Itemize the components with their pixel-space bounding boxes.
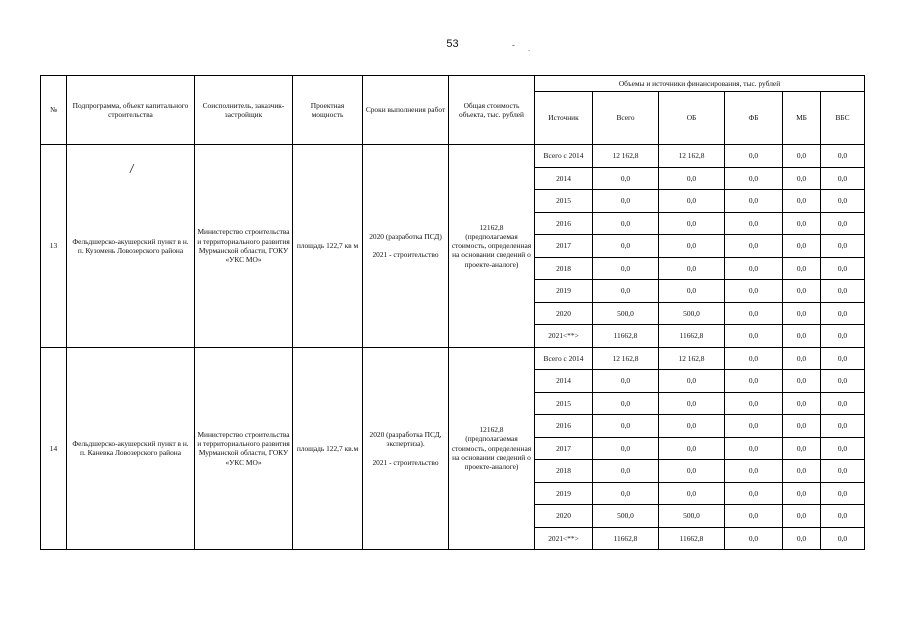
funding-vbs: 0,0 [821, 167, 865, 190]
funding-vbs: 0,0 [821, 370, 865, 393]
funding-source: 2015 [535, 392, 593, 415]
funding-fb: 0,0 [725, 527, 783, 550]
object-number: 14 [41, 347, 67, 550]
funding-vbs: 0,0 [821, 190, 865, 213]
cost-value: 12162,8 [479, 222, 504, 232]
funding-ob: 0,0 [659, 437, 725, 460]
header-funding: Объемы и источники финансирования, тыс. рублей [535, 76, 865, 92]
funding-fb: 0,0 [725, 235, 783, 258]
funding-fb: 0,0 [725, 325, 783, 348]
funding-mb: 0,0 [783, 527, 821, 550]
funding-ob: 12 162,8 [659, 347, 725, 370]
header-ob: ОБ [659, 92, 725, 145]
funding-source: Всего с 2014 [535, 347, 593, 370]
funding-mb: 0,0 [783, 212, 821, 235]
object-name: Фельдшерско-акушерский пункт в н. п. Каневка Ловозерского района [67, 347, 195, 550]
funding-fb: 0,0 [725, 302, 783, 325]
header-terms: Сроки выполнения работ [363, 76, 449, 145]
funding-vbs: 0,0 [821, 325, 865, 348]
header-fb: ФБ [725, 92, 783, 145]
funding-ob: 0,0 [659, 370, 725, 393]
funding-source: 2021<**> [535, 527, 593, 550]
funding-fb: 0,0 [725, 347, 783, 370]
funding-ob: 0,0 [659, 392, 725, 415]
funding-total: 0,0 [593, 190, 659, 213]
funding-vbs: 0,0 [821, 505, 865, 528]
funding-total: 0,0 [593, 370, 659, 393]
funding-total: 0,0 [593, 235, 659, 258]
funding-total: 0,0 [593, 460, 659, 483]
funding-total: 0,0 [593, 280, 659, 303]
terms-design: 2020 (разработка ПСД, экспертиза). [369, 429, 442, 448]
page-number: 53 [446, 38, 459, 50]
header-executor: Соисполнитель, заказчик-застройщик [195, 76, 293, 145]
funding-fb: 0,0 [725, 280, 783, 303]
funding-source: 2018 [535, 460, 593, 483]
funding-total: 0,0 [593, 437, 659, 460]
object-terms [363, 347, 449, 550]
funding-ob: 0,0 [659, 482, 725, 505]
object-executor: Министерство строительства и территориального развития Мурманской области, ГОКУ «УКС МО» [195, 145, 293, 348]
funding-fb: 0,0 [725, 370, 783, 393]
funding-fb: 0,0 [725, 257, 783, 280]
object-terms [363, 145, 449, 348]
funding-mb: 0,0 [783, 460, 821, 483]
spacer [365, 448, 446, 457]
funding-fb: 0,0 [725, 212, 783, 235]
funding-ob: 0,0 [659, 212, 725, 235]
funding-mb: 0,0 [783, 167, 821, 190]
header-capacity: Проектная мощность [293, 76, 363, 145]
scan-mark: - [512, 40, 515, 50]
pen-mark: / [130, 162, 134, 176]
table-body [41, 145, 865, 550]
funding-total: 0,0 [593, 257, 659, 280]
funding-total: 500,0 [593, 302, 659, 325]
funding-source: 2016 [535, 415, 593, 438]
header-source: Источник [535, 92, 593, 145]
funding-source: 2016 [535, 212, 593, 235]
funding-ob: 11662,8 [659, 527, 725, 550]
funding-total: 500,0 [593, 505, 659, 528]
funding-mb: 0,0 [783, 235, 821, 258]
funding-fb: 0,0 [725, 482, 783, 505]
funding-vbs: 0,0 [821, 347, 865, 370]
funding-ob: 500,0 [659, 505, 725, 528]
funding-vbs: 0,0 [821, 257, 865, 280]
funding-fb: 0,0 [725, 392, 783, 415]
object-total-cost [449, 347, 535, 550]
funding-mb: 0,0 [783, 280, 821, 303]
funding-vbs: 0,0 [821, 482, 865, 505]
funding-source: 2014 [535, 370, 593, 393]
funding-fb: 0,0 [725, 460, 783, 483]
funding-total: 0,0 [593, 167, 659, 190]
funding-ob: 0,0 [659, 235, 725, 258]
funding-vbs: 0,0 [821, 437, 865, 460]
funding-source: 2019 [535, 482, 593, 505]
funding-fb: 0,0 [725, 145, 783, 168]
funding-ob: 12 162,8 [659, 145, 725, 168]
spacer [365, 241, 446, 250]
funding-source: 2017 [535, 437, 593, 460]
object-number: 13 [41, 145, 67, 348]
table-row [41, 145, 865, 168]
funding-fb: 0,0 [725, 437, 783, 460]
object-executor: Министерство строительства и территориального развития Мурманской области, ГОКУ «УКС МО» [195, 347, 293, 550]
funding-vbs: 0,0 [821, 235, 865, 258]
funding-source: 2015 [535, 190, 593, 213]
object-name: Фельдшерско-акушерский пункт в н. п. Кузомень Ловозерского района [67, 145, 195, 348]
funding-vbs: 0,0 [821, 415, 865, 438]
funding-source: 2017 [535, 235, 593, 258]
funding-ob: 0,0 [659, 257, 725, 280]
scan-mark: . [528, 44, 531, 53]
funding-total: 11662,8 [593, 527, 659, 550]
funding-mb: 0,0 [783, 190, 821, 213]
funding-total: 0,0 [593, 482, 659, 505]
funding-mb: 0,0 [783, 347, 821, 370]
cost-value: 12162,8 [479, 425, 504, 435]
funding-source: 2018 [535, 257, 593, 280]
table-row [41, 347, 865, 370]
funding-fb: 0,0 [725, 167, 783, 190]
financing-table [40, 75, 865, 550]
funding-vbs: 0,0 [821, 392, 865, 415]
funding-fb: 0,0 [725, 415, 783, 438]
funding-ob: 0,0 [659, 167, 725, 190]
header-mb: МБ [783, 92, 821, 145]
header-no: № [41, 76, 67, 145]
funding-source: 2021<**> [535, 325, 593, 348]
funding-mb: 0,0 [783, 482, 821, 505]
funding-mb: 0,0 [783, 325, 821, 348]
terms-construction: 2021 - строительство [372, 457, 439, 467]
funding-source: 2014 [535, 167, 593, 190]
funding-source: 2020 [535, 505, 593, 528]
funding-ob: 0,0 [659, 460, 725, 483]
header-total-cost: Общая стоимость объекта, тыс. рублей [449, 76, 535, 145]
funding-ob: 11662,8 [659, 325, 725, 348]
funding-mb: 0,0 [783, 415, 821, 438]
terms-construction: 2021 - строительство [372, 250, 439, 260]
funding-total: 0,0 [593, 212, 659, 235]
funding-source: 2019 [535, 280, 593, 303]
funding-total: 0,0 [593, 415, 659, 438]
header-total: Всего [593, 92, 659, 145]
funding-fb: 0,0 [725, 190, 783, 213]
funding-total: 12 162,8 [593, 347, 659, 370]
cost-note: (предполагаемая стоимость, определенная на основании сведений о проекте-аналоге) [451, 231, 532, 269]
funding-vbs: 0,0 [821, 460, 865, 483]
funding-total: 11662,8 [593, 325, 659, 348]
header-subprogram: Подпрограмма, объект капитального строительства [67, 76, 195, 145]
object-capacity: площадь 122,7 кв.м [293, 347, 363, 550]
funding-vbs: 0,0 [821, 527, 865, 550]
funding-mb: 0,0 [783, 257, 821, 280]
cost-note: (предполагаемая стоимость, определенная на основании сведений о проекте-аналоге) [451, 434, 532, 472]
funding-mb: 0,0 [783, 145, 821, 168]
funding-ob: 500,0 [659, 302, 725, 325]
funding-ob: 0,0 [659, 280, 725, 303]
funding-mb: 0,0 [783, 392, 821, 415]
object-capacity: площадь 122,7 кв м [293, 145, 363, 348]
funding-ob: 0,0 [659, 190, 725, 213]
funding-vbs: 0,0 [821, 280, 865, 303]
object-total-cost [449, 145, 535, 348]
funding-total: 0,0 [593, 392, 659, 415]
funding-mb: 0,0 [783, 437, 821, 460]
funding-ob: 0,0 [659, 415, 725, 438]
funding-vbs: 0,0 [821, 212, 865, 235]
header-vbs: ВБС [821, 92, 865, 145]
funding-source: Всего с 2014 [535, 145, 593, 168]
funding-mb: 0,0 [783, 302, 821, 325]
funding-mb: 0,0 [783, 505, 821, 528]
funding-total: 12 162,8 [593, 145, 659, 168]
funding-vbs: 0,0 [821, 302, 865, 325]
terms-design: 2020 (разработка ПСД) [369, 231, 442, 241]
funding-source: 2020 [535, 302, 593, 325]
funding-fb: 0,0 [725, 505, 783, 528]
funding-vbs: 0,0 [821, 145, 865, 168]
funding-mb: 0,0 [783, 370, 821, 393]
